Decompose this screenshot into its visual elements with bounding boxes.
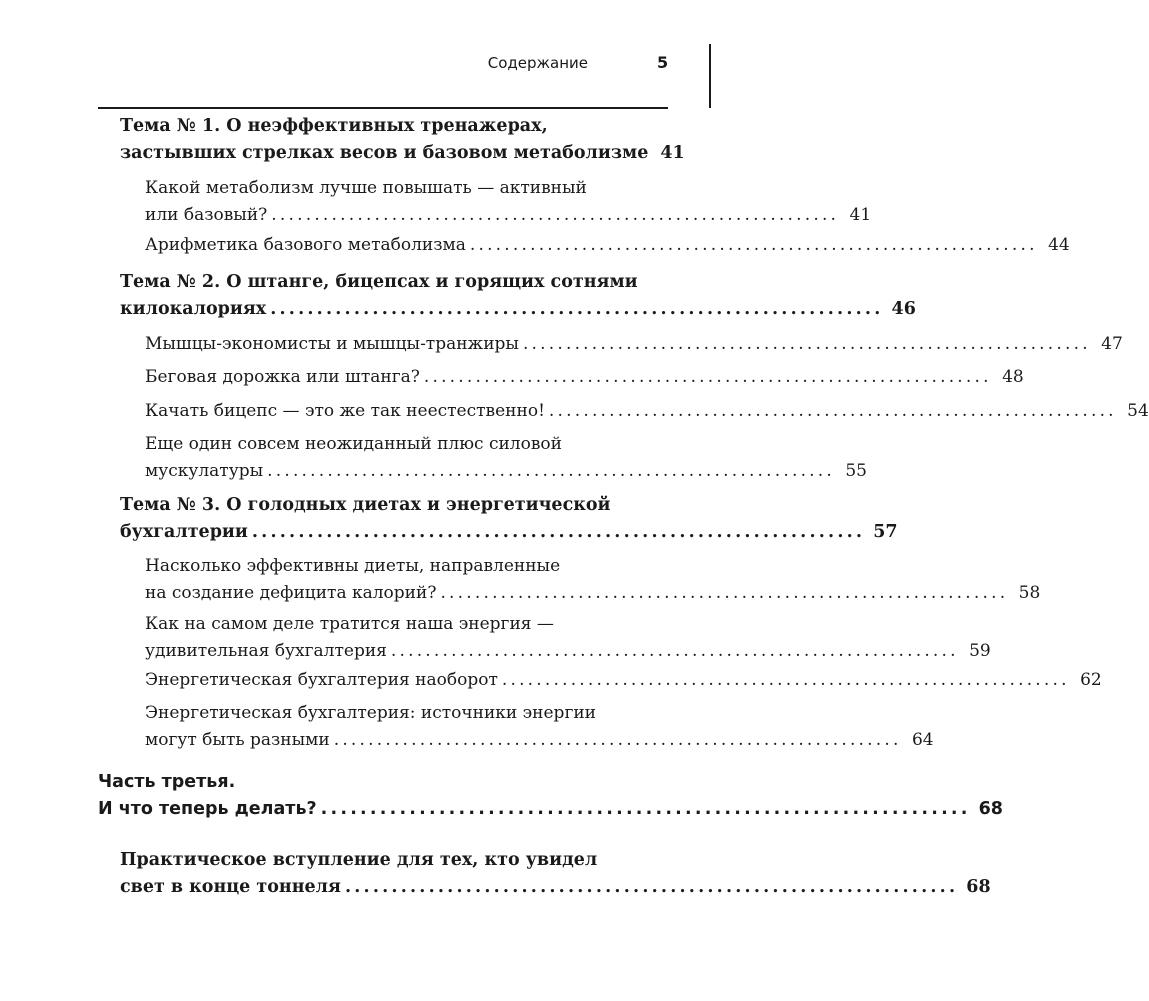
entry-line: И что теперь делать? — [98, 799, 317, 819]
toc-entry-sub[interactable] — [145, 232, 1070, 259]
entry-line: на создание дефицита калорий? — [145, 583, 437, 603]
page-ref: 64 — [911, 730, 934, 750]
entry-line: свет в конце тоннеля — [120, 877, 341, 897]
toc-entry-sub[interactable] — [145, 700, 934, 754]
leader-dots: .................................................................. — [390, 641, 959, 661]
leader-dots: .................................................................. — [320, 799, 971, 819]
page-ref: 62 — [1080, 670, 1102, 690]
toc-entry-practical-intro[interactable] — [120, 847, 991, 901]
toc-entry-sub[interactable] — [145, 553, 1041, 607]
running-header — [98, 44, 668, 108]
toc-entry-sub[interactable] — [145, 431, 867, 485]
entry-line: Часть третья. — [98, 772, 236, 792]
page-ref: 41 — [660, 143, 685, 163]
entry-line: Тема № 2. О штанге, бицепсах и горящих сотнями — [120, 272, 638, 292]
page-ref: 68 — [978, 799, 1003, 819]
page-ref: 68 — [966, 877, 991, 897]
leader-dots: .................................................................. — [440, 583, 1009, 603]
entry-line: или базовый? — [145, 205, 268, 225]
leader-dots: .................................................................. — [501, 670, 1070, 690]
leader-dots: .................................................................. — [333, 730, 902, 750]
page-ref: 47 — [1101, 334, 1123, 354]
entry-line: Насколько эффективны диеты, направленные — [145, 556, 561, 576]
entry-line: застывших стрелках весов и базовом метаболизме — [120, 143, 649, 163]
entry-line: Как на самом деле тратится наша энергия — — [145, 614, 554, 634]
page-ref: 57 — [873, 522, 898, 542]
leader-dots: .................................................................. — [267, 461, 835, 481]
leader-dots: .................................................................. — [469, 235, 1038, 255]
entry-line: Мышцы-экономисты и мышцы-транжиры — [145, 334, 519, 354]
entry-line: Беговая дорожка или штанга? — [145, 367, 420, 387]
toc-entry-sub[interactable] — [145, 364, 1024, 391]
entry-line: Энергетическая бухгалтерия наоборот — [145, 670, 498, 690]
entry-line: могут быть разными — [145, 730, 330, 750]
toc-entry-sub[interactable] — [145, 175, 872, 229]
toc-entry-topic-3[interactable] — [120, 492, 898, 546]
entry-line: Тема № 1. О неэффективных тренажерах, — [120, 116, 548, 136]
page-ref: 55 — [845, 461, 867, 481]
toc-entry-sub[interactable] — [145, 667, 1102, 694]
toc-entry-topic-2[interactable] — [120, 269, 916, 323]
toc-entry-sub[interactable] — [145, 611, 991, 665]
entry-line: Тема № 3. О голодных диетах и энергетической — [120, 495, 611, 515]
toc-entry-topic-1[interactable] — [120, 113, 685, 167]
leader-dots: .................................................................. — [251, 522, 866, 542]
page-ref: 41 — [849, 205, 872, 225]
toc-entry-sub[interactable] — [145, 398, 1149, 425]
leader-dots: .................................................................. — [344, 877, 959, 897]
page-ref: 46 — [891, 299, 916, 319]
leader-dots: .................................................................. — [271, 205, 840, 225]
leader-dots: .................................................................. — [423, 367, 992, 387]
entry-line: Арифметика базового метаболизма — [145, 235, 466, 255]
page-ref: 54 — [1127, 401, 1149, 421]
entry-line: Качать бицепс — это же так неестественно! — [145, 401, 545, 421]
toc-entry-sub[interactable] — [145, 331, 1123, 358]
leader-dots: .................................................................. — [548, 401, 1117, 421]
toc-entry-part-3[interactable] — [98, 769, 1003, 823]
page-ref: 59 — [969, 641, 991, 661]
entry-line: Какой метаболизм лучше повышать — активный — [145, 178, 587, 198]
header-rule — [98, 107, 668, 109]
header-vertical-rule — [709, 44, 711, 108]
page-ref: 44 — [1048, 235, 1070, 255]
entry-line: мускулатуры — [145, 461, 264, 481]
leader-dots: .................................................................. — [522, 334, 1091, 354]
entry-line: бухгалтерии — [120, 522, 248, 542]
leader-dots: .................................................................. — [270, 299, 884, 319]
entry-line: Энергетическая бухгалтерия: источники энергии — [145, 703, 597, 723]
page-ref: 58 — [1018, 583, 1041, 603]
section-title: Содержание — [487, 54, 588, 72]
entry-line: Практическое вступление для тех, кто увидел — [120, 850, 598, 870]
entry-line: Еще один совсем неожиданный плюс силовой — [145, 434, 562, 454]
page-number: 5 — [657, 53, 669, 72]
entry-line: килокалориях — [120, 299, 267, 319]
page-ref: 48 — [1002, 367, 1024, 387]
entry-line: удивительная бухгалтерия — [145, 641, 387, 661]
